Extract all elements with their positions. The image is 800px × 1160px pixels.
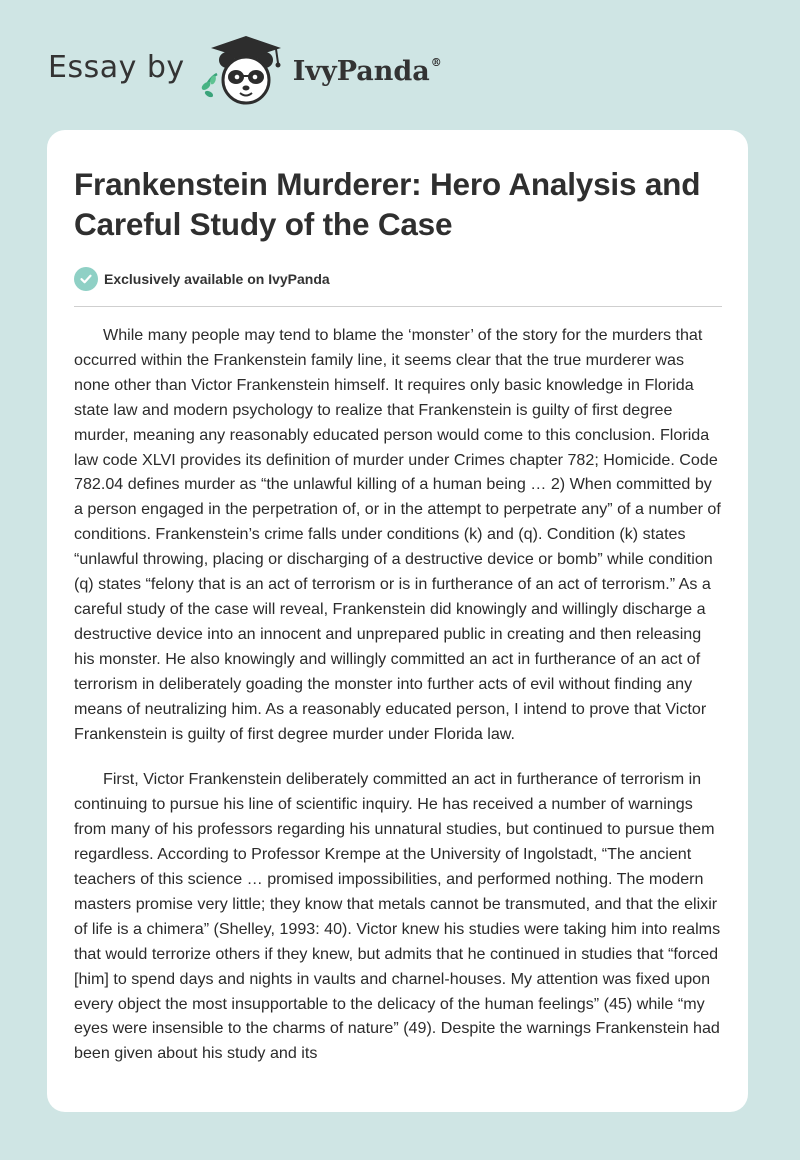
panda-logo-icon[interactable]: [199, 30, 289, 110]
site-header: [48, 30, 442, 110]
registered-mark: ®: [430, 55, 442, 69]
essay-paragraph-2: First, Victor Frankenstein deliberately committed an act in furtherance of terrorism in continuing to pursue his line of scientific inquiry. He has received a number of warnings from many of his professors regarding his unnatural studies, but continued to pursue them regardless. According to Professor Krempe at the University of Ingolstadt, “The ancient teachers of this science … promised impossibilities, and performed nothing. The modern masters promise very little; they know that metals cannot be transmuted, and that the elixir of life is a chimera” (Shelley, 1993: 40). Victor knew his studies were taking him into realms that would terrorize others if they knew, but admits that he continued in studies that “forced [him] to spend days and nights in vaults and charnel-houses. My attention was fixed upon every object the most insupportable to the delicacy of the human feelings” (45) while “my eyes were insensible to the charms of nature” (49). Despite the warnings Frankenstein had been given about his study and its: [74, 770, 721, 1063]
essay-card: [47, 130, 748, 1112]
brand-prefix: Essay by: [48, 49, 185, 85]
essay-body: [74, 323, 722, 1066]
brand-name[interactable]: [293, 56, 442, 87]
essay-paragraph-1: While many people may tend to blame the ‘monster’ of the story for the murders that occurred within the Frankenstein family line, it seems clear that the true murderer was none other than Victor Frankenstein himself. It requires only basic knowledge in Florida state law and modern psychology to realize that Frankenstein is guilty of first degree murder, meaning any reasonably educated person would come to this conclusion. Florida law code XLVI provides its definition of murder under Crimes chapter 782; Homicide. Code 782.04 defines murder as “the unlawful killing of a human being … 2) When committed by a person engaged in the perpetration of, or in the attempt to perpetrate any” of a number of conditions. Frankenstein’s crime falls under conditions (k) and (q). Condition (k) states “unlawful throwing, placing or discharging of a destructive device or bomb” while condition (q) states “felony that is an act of terrorism or is in furtherance of an act of terrorism.” As a careful study of the case will reveal, Frankenstein did knowingly and willingly discharge a destructive device into an innocent and unprepared public in creating and then releasing his monster. He also knowingly and willingly committed an act in furtherance of an act of terrorism in deliberately goading the monster into further acts of evil without finding any means of neutralizing him. As a reasonably educated person, I intend to prove that Victor Frankenstein is guilty of first degree murder under Florida law.: [74, 326, 721, 743]
check-icon: [74, 267, 98, 291]
title-divider: [74, 306, 722, 307]
essay-title: Frankenstein Murderer: Hero Analysis and Careful Study of the Case: [74, 166, 701, 242]
brand-name-text: IvyPanda: [292, 55, 430, 87]
availability-badge: [74, 266, 722, 292]
availability-label: Exclusively available on IvyPanda: [104, 271, 330, 287]
